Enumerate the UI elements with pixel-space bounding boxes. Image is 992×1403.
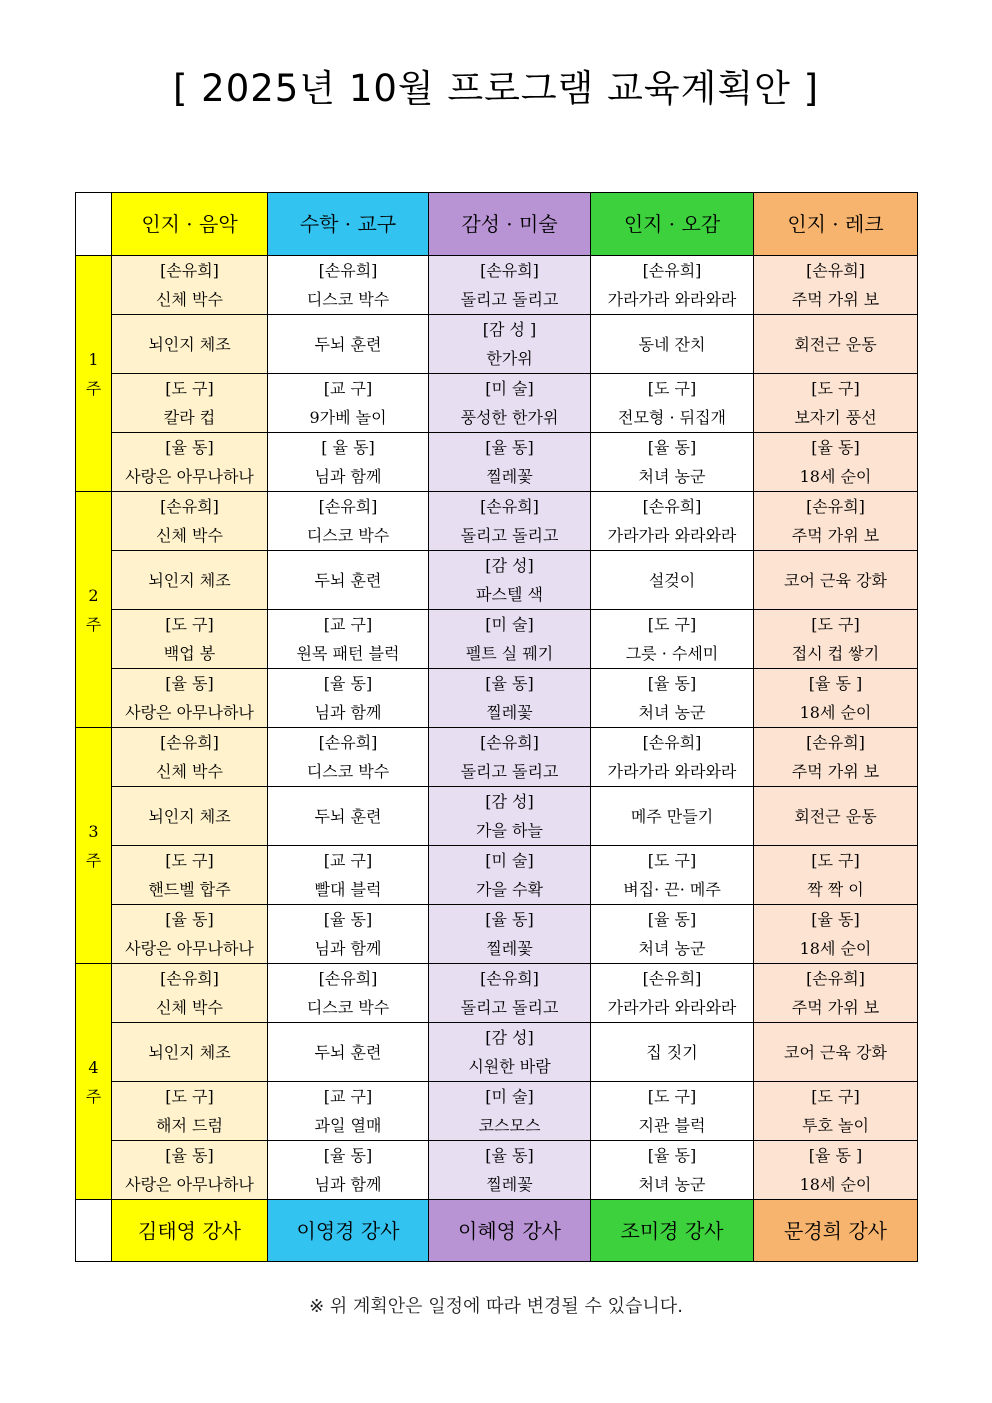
- activity-cell: [268, 846, 429, 905]
- activity-category: [감 성]: [485, 556, 534, 575]
- activity-cell: [591, 256, 754, 315]
- activity-title: 뇌인지 체조: [148, 806, 231, 826]
- activity-cell: [591, 1141, 754, 1200]
- activity-cell: [112, 1082, 268, 1141]
- activity-cell: [268, 374, 429, 433]
- schedule-row: [76, 551, 918, 610]
- activity-category: [도 구]: [165, 1087, 214, 1106]
- activity-cell: [429, 256, 591, 315]
- week-label-cell: [76, 256, 112, 492]
- activity-category: [손유희]: [318, 969, 378, 988]
- activity-cell: [268, 256, 429, 315]
- activity-title: 과일 열매: [314, 1116, 382, 1135]
- activity-cell: [591, 610, 754, 669]
- activity-category: [손유희]: [160, 969, 219, 988]
- activity-title: 코어 근육 강화: [784, 1042, 887, 1062]
- activity-category: [손유희]: [318, 261, 378, 280]
- activity-title: 가라가라 와라와라: [607, 998, 737, 1017]
- schedule-row: [76, 315, 918, 374]
- activity-category: [율 동]: [485, 910, 534, 929]
- activity-category: [손유희]: [160, 733, 219, 752]
- activity-cell: [591, 728, 754, 787]
- activity-cell: [268, 1082, 429, 1141]
- activity-cell: [268, 1141, 429, 1200]
- schedule-row: [76, 1023, 918, 1082]
- column-header-cognition-music: 인지 · 음악: [112, 193, 268, 256]
- activity-title: 원목 패턴 블럭: [296, 644, 400, 663]
- activity-cell: [268, 787, 429, 846]
- activity-category: [손유희]: [318, 497, 378, 516]
- activity-cell: [429, 433, 591, 492]
- activity-cell: [112, 728, 268, 787]
- activity-title: 핸드벨 합주: [148, 880, 231, 899]
- instructor-name: 문경희 강사: [754, 1200, 918, 1262]
- activity-category: [율 동]: [323, 1146, 373, 1165]
- activity-cell: [112, 964, 268, 1023]
- column-header-cognition-senses: 인지 · 오감: [591, 193, 754, 256]
- schedule-row: [76, 1141, 918, 1200]
- activity-title: 돌리고 돌리고: [460, 762, 559, 781]
- activity-cell: [754, 315, 918, 374]
- activity-cell: [591, 1082, 754, 1141]
- activity-cell: [112, 846, 268, 905]
- week-suffix: 주: [85, 614, 102, 634]
- activity-title: 찔레꽃: [486, 467, 533, 486]
- instructor-name: 조미경 강사: [591, 1200, 754, 1262]
- activity-category: [감 성]: [485, 1028, 534, 1047]
- activity-category: [손유희]: [642, 969, 702, 988]
- activity-cell: [429, 315, 591, 374]
- activity-category: [율 동]: [485, 674, 534, 693]
- activity-title: 회전근 운동: [794, 334, 877, 354]
- week-label-cell: [76, 964, 112, 1200]
- activity-cell: [591, 787, 754, 846]
- activity-cell: [591, 669, 754, 728]
- instructor-name: 이혜영 강사: [429, 1200, 591, 1262]
- activity-cell: [268, 551, 429, 610]
- activity-title: 돌리고 돌리고: [460, 998, 559, 1017]
- activity-title: 파스텔 색: [476, 585, 543, 604]
- activity-title: 설겆이: [648, 570, 696, 590]
- activity-cell: [268, 669, 429, 728]
- activity-title: 한가위: [486, 349, 533, 368]
- activity-category: [도 구]: [811, 1087, 860, 1106]
- program-schedule-table: [75, 192, 918, 1262]
- activity-cell: [754, 669, 918, 728]
- week-suffix: 주: [85, 378, 102, 398]
- activity-title: 18세 순이: [799, 939, 872, 958]
- schedule-row: [76, 433, 918, 492]
- activity-title: 백업 봉: [163, 644, 216, 663]
- activity-title: 뇌인지 체조: [148, 1042, 231, 1062]
- corner-cell: [76, 193, 112, 256]
- activity-title: 처녀 농군: [638, 1175, 706, 1194]
- activity-title: 뇌인지 체조: [148, 570, 231, 590]
- activity-title: 가을 수확: [476, 880, 543, 899]
- activity-category: [손유희]: [642, 261, 702, 280]
- activity-cell: [591, 964, 754, 1023]
- activity-cell: [112, 1023, 268, 1082]
- activity-category: [손유희]: [806, 733, 865, 752]
- activity-title: 칼라 컵: [163, 408, 216, 427]
- activity-cell: [429, 787, 591, 846]
- schedule-row: [76, 374, 918, 433]
- activity-title: 처녀 농군: [638, 467, 706, 486]
- activity-title: 돌리고 돌리고: [460, 526, 559, 545]
- schedule-body: [76, 193, 918, 1262]
- activity-category: [교 구]: [323, 615, 373, 634]
- activity-category: [손유희]: [806, 497, 865, 516]
- activity-category: [율 동]: [323, 910, 373, 929]
- instructor-row: [76, 1200, 918, 1262]
- activity-category: [도 구]: [647, 379, 697, 398]
- activity-cell: [112, 669, 268, 728]
- activity-cell: [268, 905, 429, 964]
- activity-category: [율 동]: [647, 438, 697, 457]
- activity-cell: [754, 610, 918, 669]
- activity-category: [교 구]: [323, 851, 373, 870]
- activity-cell: [754, 905, 918, 964]
- footnote: ※ 위 계획안은 일정에 따라 변경될 수 있습니다.: [309, 1296, 683, 1317]
- activity-title: 찔레꽃: [486, 703, 533, 722]
- schedule-row: [76, 492, 918, 551]
- activity-title: 디스코 박수: [306, 526, 390, 545]
- week-suffix: 주: [85, 850, 102, 870]
- activity-title: 님과 함께: [314, 939, 382, 958]
- activity-category: [손유희]: [160, 261, 219, 280]
- activity-category: [교 구]: [323, 1087, 373, 1106]
- activity-cell: [112, 374, 268, 433]
- activity-cell: [429, 492, 591, 551]
- activity-cell: [112, 256, 268, 315]
- activity-title: 집 짓기: [646, 1042, 698, 1062]
- activity-title: 님과 함께: [314, 703, 382, 722]
- activity-category: [손유희]: [480, 261, 539, 280]
- activity-cell: [429, 1023, 591, 1082]
- activity-title: 두뇌 훈련: [314, 334, 382, 354]
- activity-category: [손유희]: [480, 969, 539, 988]
- activity-title: 가라가라 와라와라: [607, 526, 737, 545]
- activity-category: [율 동]: [485, 438, 534, 457]
- activity-category: [율 동]: [165, 674, 214, 693]
- activity-cell: [591, 1023, 754, 1082]
- activity-title: 풍성한 한가위: [460, 408, 559, 427]
- activity-category: [손유희]: [806, 261, 865, 280]
- activity-title: 시원한 바람: [468, 1057, 551, 1076]
- activity-category: [율 동]: [811, 910, 860, 929]
- week-suffix: 주: [85, 1086, 102, 1106]
- column-header-cognition-recreation: 인지 · 레크: [754, 193, 918, 256]
- activity-cell: [754, 964, 918, 1023]
- activity-title: 가라가라 와라와라: [607, 290, 737, 309]
- activity-category: [감 성 ]: [482, 320, 537, 339]
- activity-title: 투호 놀이: [802, 1116, 869, 1135]
- activity-title: 두뇌 훈련: [314, 1042, 382, 1062]
- activity-cell: [268, 1023, 429, 1082]
- activity-cell: [112, 905, 268, 964]
- activity-cell: [754, 1023, 918, 1082]
- activity-category: [미 술]: [485, 615, 534, 634]
- activity-cell: [429, 374, 591, 433]
- activity-title: 18세 순이: [799, 1175, 872, 1194]
- activity-cell: [429, 669, 591, 728]
- activity-title: 뇌인지 체조: [148, 334, 231, 354]
- activity-category: [도 구]: [647, 851, 697, 870]
- activity-category: [도 구]: [647, 1087, 697, 1106]
- activity-category: [율 동]: [165, 910, 214, 929]
- activity-cell: [268, 492, 429, 551]
- activity-title: 신체 박수: [156, 998, 223, 1017]
- schedule-row: [76, 256, 918, 315]
- activity-title: 디스코 박수: [306, 290, 390, 309]
- schedule-row: [76, 669, 918, 728]
- activity-cell: [591, 905, 754, 964]
- activity-title: 주먹 가위 보: [791, 290, 880, 309]
- activity-category: [미 술]: [485, 379, 534, 398]
- activity-title: 펠트 실 꿰기: [465, 644, 554, 663]
- activity-title: 사랑은 아무나하나: [125, 703, 254, 722]
- activity-cell: [754, 492, 918, 551]
- activity-title: 가을 하늘: [476, 821, 543, 840]
- activity-title: 두뇌 훈련: [314, 806, 382, 826]
- activity-title: 회전근 운동: [794, 806, 877, 826]
- activity-title: 코스모스: [478, 1116, 541, 1135]
- activity-category: [도 구]: [647, 615, 697, 634]
- activity-cell: [591, 492, 754, 551]
- activity-category: [도 구]: [811, 851, 860, 870]
- activity-cell: [429, 905, 591, 964]
- schedule-row: [76, 787, 918, 846]
- activity-category: [율 동]: [647, 1146, 697, 1165]
- instructor-name: 이영경 강사: [268, 1200, 429, 1262]
- activity-title: 사랑은 아무나하나: [125, 467, 254, 486]
- activity-category: [손유희]: [318, 733, 378, 752]
- activity-cell: [591, 374, 754, 433]
- activity-cell: [268, 315, 429, 374]
- activity-title: 님과 함께: [314, 467, 382, 486]
- schedule-row: [76, 905, 918, 964]
- instructor-corner-cell: [76, 1200, 112, 1262]
- activity-category: [도 구]: [165, 615, 214, 634]
- activity-cell: [591, 846, 754, 905]
- activity-category: [손유희]: [642, 733, 702, 752]
- activity-cell: [429, 728, 591, 787]
- activity-cell: [112, 551, 268, 610]
- page-title: [ 2025년 10월 프로그램 교육계획안 ]: [172, 67, 820, 110]
- activity-category: [ 율 동]: [321, 438, 375, 457]
- activity-title: 짝 짝 이: [807, 880, 864, 899]
- activity-title: 가라가라 와라와라: [607, 762, 737, 781]
- activity-title: 사랑은 아무나하나: [125, 939, 254, 958]
- activity-cell: [429, 964, 591, 1023]
- activity-title: 18세 순이: [799, 703, 872, 722]
- activity-cell: [112, 315, 268, 374]
- activity-cell: [429, 1141, 591, 1200]
- activity-cell: [268, 964, 429, 1023]
- activity-title: 메주 만들기: [630, 806, 714, 826]
- activity-title: 접시 컵 쌓기: [791, 644, 880, 663]
- activity-category: [율 동]: [647, 674, 697, 693]
- schedule-row: [76, 1082, 918, 1141]
- activity-cell: [112, 610, 268, 669]
- activity-cell: [268, 610, 429, 669]
- activity-category: [교 구]: [323, 379, 373, 398]
- activity-category: [손유희]: [806, 969, 865, 988]
- activity-title: 주먹 가위 보: [791, 526, 880, 545]
- schedule-row: [76, 610, 918, 669]
- activity-title: 찔레꽃: [486, 1175, 533, 1194]
- week-number: 4: [88, 1057, 99, 1077]
- activity-category: [미 술]: [485, 851, 534, 870]
- activity-title: 그릇 · 수세미: [625, 644, 719, 663]
- activity-title: 9가베 놀이: [309, 408, 387, 427]
- activity-cell: [429, 1082, 591, 1141]
- activity-title: 사랑은 아무나하나: [125, 1175, 254, 1194]
- activity-category: [손유희]: [160, 497, 219, 516]
- activity-title: 두뇌 훈련: [314, 570, 382, 590]
- activity-cell: [754, 1082, 918, 1141]
- activity-title: 디스코 박수: [306, 762, 390, 781]
- instructor-name: 김태영 강사: [112, 1200, 268, 1262]
- schedule-row: [76, 728, 918, 787]
- activity-category: [율 동]: [485, 1146, 534, 1165]
- week-number: 3: [88, 821, 99, 841]
- activity-title: 주먹 가위 보: [791, 762, 880, 781]
- activity-title: 해저 드럼: [156, 1116, 223, 1135]
- activity-category: [율 동 ]: [808, 674, 863, 693]
- activity-title: 신체 박수: [156, 290, 223, 309]
- activity-cell: [591, 551, 754, 610]
- activity-category: [손유희]: [480, 497, 539, 516]
- activity-cell: [429, 846, 591, 905]
- activity-category: [율 동 ]: [808, 1146, 863, 1165]
- activity-cell: [112, 1141, 268, 1200]
- activity-cell: [112, 433, 268, 492]
- week-number: 2: [88, 585, 99, 605]
- header-row: [76, 193, 918, 256]
- activity-cell: [429, 610, 591, 669]
- activity-title: 18세 순이: [799, 467, 872, 486]
- activity-category: [도 구]: [811, 615, 860, 634]
- activity-category: [손유희]: [480, 733, 539, 752]
- activity-title: 빨대 블럭: [314, 880, 382, 899]
- week-number: 1: [88, 349, 99, 369]
- activity-cell: [591, 433, 754, 492]
- activity-category: [율 동]: [323, 674, 373, 693]
- activity-category: [손유희]: [642, 497, 702, 516]
- activity-title: 동네 잔치: [638, 334, 706, 354]
- activity-category: [감 성]: [485, 792, 534, 811]
- activity-title: 벼집· 끈· 메주: [623, 880, 721, 899]
- activity-title: 주먹 가위 보: [791, 998, 880, 1017]
- activity-title: 처녀 농군: [638, 703, 706, 722]
- activity-cell: [754, 374, 918, 433]
- activity-title: 돌리고 돌리고: [460, 290, 559, 309]
- activity-title: 코어 근육 강화: [784, 570, 887, 590]
- activity-cell: [754, 846, 918, 905]
- activity-title: 찔레꽃: [486, 939, 533, 958]
- column-header-math-tools: 수학 · 교구: [268, 193, 429, 256]
- activity-title: 신체 박수: [156, 526, 223, 545]
- activity-title: 전모형 · 뒤집개: [618, 408, 726, 427]
- activity-cell: [754, 433, 918, 492]
- activity-category: [율 동]: [165, 438, 214, 457]
- activity-cell: [112, 492, 268, 551]
- activity-category: [미 술]: [485, 1087, 534, 1106]
- activity-cell: [112, 787, 268, 846]
- schedule-row: [76, 964, 918, 1023]
- activity-cell: [268, 728, 429, 787]
- activity-category: [도 구]: [811, 379, 860, 398]
- activity-cell: [268, 433, 429, 492]
- activity-cell: [754, 728, 918, 787]
- activity-category: [도 구]: [165, 379, 214, 398]
- week-label-cell: [76, 728, 112, 964]
- activity-cell: [429, 551, 591, 610]
- activity-category: [율 동]: [647, 910, 697, 929]
- activity-cell: [754, 1141, 918, 1200]
- activity-title: 처녀 농군: [638, 939, 706, 958]
- schedule-row: [76, 846, 918, 905]
- activity-title: 디스코 박수: [306, 998, 390, 1017]
- activity-title: 보자기 풍선: [794, 408, 877, 427]
- column-header-emotion-art: 감성 · 미술: [429, 193, 591, 256]
- activity-cell: [754, 787, 918, 846]
- activity-cell: [754, 256, 918, 315]
- activity-cell: [754, 551, 918, 610]
- activity-title: 님과 함께: [314, 1175, 382, 1194]
- activity-category: [율 동]: [811, 438, 860, 457]
- activity-cell: [591, 315, 754, 374]
- activity-title: 지관 블럭: [638, 1116, 706, 1135]
- week-label-cell: [76, 492, 112, 728]
- activity-title: 신체 박수: [156, 762, 223, 781]
- activity-category: [율 동]: [165, 1146, 214, 1165]
- activity-category: [도 구]: [165, 851, 214, 870]
